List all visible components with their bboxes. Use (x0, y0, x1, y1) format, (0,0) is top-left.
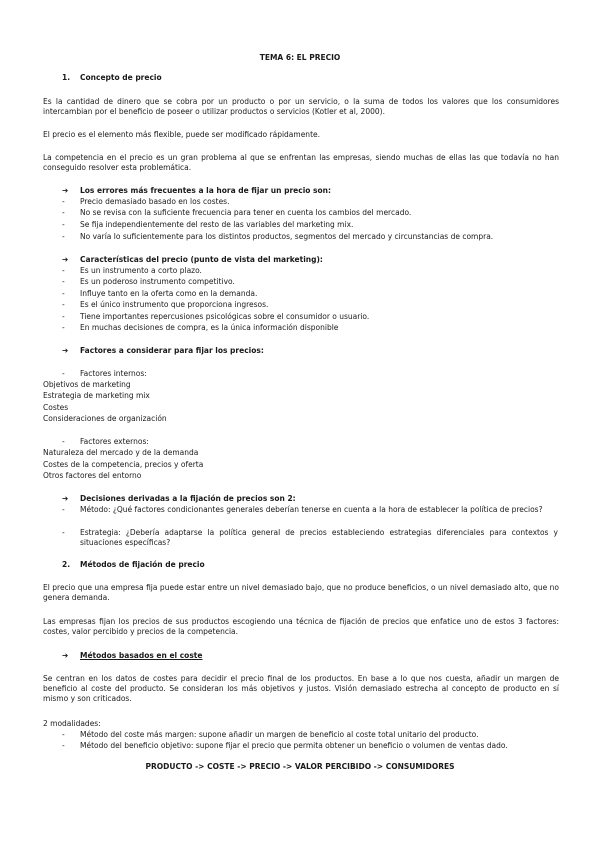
dash-bullet: - (62, 289, 65, 298)
list-item: Influye tanto en la oferta como en la demanda. (80, 289, 258, 298)
list-item: Se fija independientemente del resto de las variables del marketing mix. (80, 220, 354, 229)
subheading: Factores a considerar para fijar los precios: (80, 346, 264, 355)
list-item: Método del beneficio objetivo: supone fijar el precio que permita obtener un beneficio o volumen de ventas dado. (80, 741, 508, 750)
list-item: Factores externos: (80, 437, 149, 446)
subheading: Características del precio (punto de vista del marketing): (80, 255, 323, 264)
arrow-icon: ➔ (62, 186, 69, 195)
dash-bullet: - (62, 232, 65, 241)
paragraph: El precio es el elemento más flexible, puede ser modificado rápidamente. (43, 130, 321, 139)
factor-item: Costes (43, 403, 69, 412)
factor-item: Costes de la competencia, precios y oferta (43, 460, 204, 469)
section-number: 1. (62, 73, 71, 82)
paragraph: El precio que una empresa fija puede estar entre un nivel demasiado bajo, que no produce beneficios, o un nivel demasiado alto, que no genera demanda. (43, 583, 559, 602)
list-item: Tiene importantes repercusiones psicológicas sobre el consumidor o usuario. (80, 312, 370, 321)
list-item: Método: ¿Qué factores condicionantes generales deberían tenerse en cuenta a la hora de establecer la política de precios? (80, 505, 543, 514)
factor-item: Estrategia de marketing mix (43, 391, 150, 400)
arrow-icon: ➔ (62, 346, 69, 355)
dash-bullet: - (62, 323, 65, 332)
factor-item: Naturaleza del mercado y de la demanda (43, 448, 199, 457)
dash-bullet: - (62, 277, 65, 286)
dash-bullet: - (62, 730, 65, 739)
paragraph: La competencia en el precio es un gran problema al que se enfrentan las empresas, siendo muchas de ellas las que todavía no han conseguido resolver esta problemática. (43, 153, 559, 172)
factor-item: Objetivos de marketing (43, 380, 131, 389)
list-item: En muchas decisiones de compra, es la única información disponible (80, 323, 339, 332)
dash-bullet: - (62, 369, 65, 378)
dash-bullet: - (62, 197, 65, 206)
modalidades-label: 2 modalidades: (43, 719, 101, 728)
arrow-icon: ➔ (62, 651, 69, 660)
dash-bullet: - (62, 300, 65, 309)
list-item: Es un instrumento a corto plazo. (80, 266, 202, 275)
subheading: Decisiones derivadas a la fijación de precios son 2: (80, 494, 296, 503)
dash-bullet: - (62, 528, 65, 537)
dash-bullet: - (62, 741, 65, 750)
dash-bullet: - (62, 220, 65, 229)
list-item: No se revisa con la suficiente frecuencia para tener en cuenta los cambios del mercado. (80, 208, 412, 217)
factor-item: Otros factores del entorno (43, 471, 142, 480)
paragraph: Las empresas fijan los precios de sus productos escogiendo una técnica de fijación de precios que enfatice uno de estos 3 factores: costes, valor percibido y precios de la competencia. (43, 617, 559, 636)
process-chain: PRODUCTO -> COSTE -> PRECIO -> VALOR PERCIBIDO -> CONSUMIDORES (145, 762, 455, 771)
subheading: Los errores más frecuentes a la hora de fijar un precio son: (80, 186, 331, 195)
arrow-icon: ➔ (62, 494, 69, 503)
list-item: Estrategia: ¿Debería adaptarse la política general de precios estableciendo estrategias diferenciales para contextos y situaciones específicas? (80, 528, 558, 547)
list-item: Factores internos: (80, 369, 147, 378)
dash-bullet: - (62, 437, 65, 446)
section-heading: Métodos de fijación de precio (80, 560, 205, 569)
dash-bullet: - (62, 266, 65, 275)
page-title: TEMA 6: EL PRECIO (259, 53, 341, 62)
list-item: Es el único instrumento que proporciona ingresos. (80, 300, 269, 309)
dash-bullet: - (62, 505, 65, 514)
subheading: Métodos basados en el coste (80, 651, 203, 660)
arrow-icon: ➔ (62, 255, 69, 264)
dash-bullet: - (62, 312, 65, 321)
dash-bullet: - (62, 208, 65, 217)
list-item: Es un poderoso instrumento competitivo. (80, 277, 235, 286)
paragraph: Se centran en los datos de costes para decidir el precio final de los productos. En base a lo que nos cuesta, añadir un margen de beneficio al coste del producto. Se consideran los más objetivos y justos. Visión demasiado estrecha al concepto de producto en sí mismo y son criticados. (43, 674, 559, 703)
section-heading: Concepto de precio (80, 73, 162, 82)
list-item: Precio demasiado basado en los costes. (80, 197, 230, 206)
list-item: Método del coste más margen: supone añadir un margen de beneficio al coste total unitario del producto. (80, 730, 479, 739)
list-item: No varía lo suficientemente para los distintos productos, segmentos del mercado y circunstancias de compra. (80, 232, 494, 241)
factor-item: Consideraciones de organización (43, 414, 167, 423)
section-number: 2. (62, 560, 71, 569)
paragraph: Es la cantidad de dinero que se cobra por un producto o por un servicio, o la suma de todos los valores que los consumidores intercambian por el beneficio de poseer o utilizar productos o servicios (Kotler et al, 2000). (43, 97, 559, 116)
